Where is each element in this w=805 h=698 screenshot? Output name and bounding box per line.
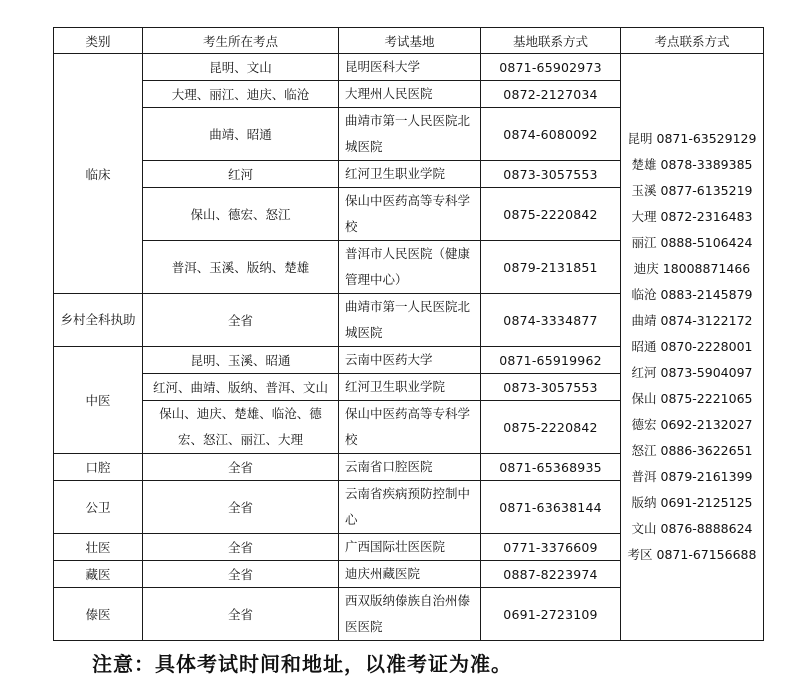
phone-cell: 0873-3057553 xyxy=(481,374,621,401)
phone-cell: 0871-65902973 xyxy=(481,54,621,81)
category-cell: 公卫 xyxy=(54,481,143,534)
region-cell: 红河、曲靖、版纳、普洱、文山 xyxy=(143,374,339,401)
base-cell: 普洱市人民医院（健康管理中心） xyxy=(339,241,481,294)
table-header-row xyxy=(54,28,764,54)
region-cell: 全省 xyxy=(143,561,339,588)
region-cell: 全省 xyxy=(143,588,339,641)
category-cell: 藏医 xyxy=(54,561,143,588)
phone-cell: 0691-2723109 xyxy=(481,588,621,641)
base-cell: 曲靖市第一人民医院北城医院 xyxy=(339,294,481,347)
phone-cell: 0887-8223974 xyxy=(481,561,621,588)
category-cell: 傣医 xyxy=(54,588,143,641)
phone-cell: 0771-3376609 xyxy=(481,534,621,561)
site-contact-line: 普洱 0879-2161399 xyxy=(631,469,753,484)
category-cell: 中医 xyxy=(54,347,143,454)
base-cell: 广西国际壮医医院 xyxy=(339,534,481,561)
phone-cell: 0871-63638144 xyxy=(481,481,621,534)
phone-cell: 0874-3334877 xyxy=(481,294,621,347)
base-cell: 保山中医药高等专科学校 xyxy=(339,188,481,241)
base-cell: 红河卫生职业学院 xyxy=(339,374,481,401)
phone-cell: 0875-2220842 xyxy=(481,401,621,454)
region-cell: 曲靖、昭通 xyxy=(143,108,339,161)
site-contact-line: 楚雄 0878-3389385 xyxy=(631,157,753,172)
phone-cell: 0875-2220842 xyxy=(481,188,621,241)
region-cell: 昆明、文山 xyxy=(143,54,339,81)
site-contact-line: 临沧 0883-2145879 xyxy=(631,287,753,302)
exam-sites-table xyxy=(53,27,764,641)
site-contact-line: 昆明 0871-63529129 xyxy=(627,131,757,146)
header-category: 类别 xyxy=(54,28,143,54)
base-cell: 保山中医药高等专科学校 xyxy=(339,401,481,454)
table-row xyxy=(54,54,764,81)
category-cell: 口腔 xyxy=(54,454,143,481)
header-region: 考生所在考点 xyxy=(143,28,339,54)
site-contact-line: 红河 0873-5904097 xyxy=(631,365,753,380)
site-contact-line: 文山 0876-8888624 xyxy=(631,521,753,536)
region-cell: 保山、迪庆、楚雄、临沧、德宏、怒江、丽江、大理 xyxy=(143,401,339,454)
site-contact-line: 考区 0871-67156688 xyxy=(627,547,757,562)
region-cell: 保山、德宏、怒江 xyxy=(143,188,339,241)
site-contact-line: 迪庆 18008871466 xyxy=(633,261,751,276)
base-cell: 迪庆州藏医院 xyxy=(339,561,481,588)
base-cell: 西双版纳傣族自治州傣医医院 xyxy=(339,588,481,641)
category-cell: 临床 xyxy=(54,54,143,294)
region-cell: 大理、丽江、迪庆、临沧 xyxy=(143,81,339,108)
category-cell: 壮医 xyxy=(54,534,143,561)
header-base-contact: 基地联系方式 xyxy=(481,28,621,54)
site-contact-line: 怒江 0886-3622651 xyxy=(631,443,753,458)
phone-cell: 0871-65919962 xyxy=(481,347,621,374)
base-cell: 云南省口腔医院 xyxy=(339,454,481,481)
region-cell: 全省 xyxy=(143,481,339,534)
site-contacts-list xyxy=(621,126,763,568)
site-contact-line: 玉溪 0877-6135219 xyxy=(631,183,753,198)
region-cell: 全省 xyxy=(143,454,339,481)
base-cell: 红河卫生职业学院 xyxy=(339,161,481,188)
header-site-contact: 考点联系方式 xyxy=(621,28,764,54)
phone-cell: 0873-3057553 xyxy=(481,161,621,188)
header-base: 考试基地 xyxy=(339,28,481,54)
site-contact-line: 曲靖 0874-3122172 xyxy=(631,313,753,328)
site-contact-line: 德宏 0692-2132027 xyxy=(631,417,753,432)
category-cell: 乡村全科执助 xyxy=(54,294,143,347)
site-contact-line: 昭通 0870-2228001 xyxy=(631,339,753,354)
region-cell: 红河 xyxy=(143,161,339,188)
phone-cell: 0874-6080092 xyxy=(481,108,621,161)
phone-cell: 0871-65368935 xyxy=(481,454,621,481)
base-cell: 曲靖市第一人民医院北城医院 xyxy=(339,108,481,161)
base-cell: 昆明医科大学 xyxy=(339,54,481,81)
base-cell: 云南中医药大学 xyxy=(339,347,481,374)
phone-cell: 0879-2131851 xyxy=(481,241,621,294)
footer-note: 注意：具体考试时间和地址，以准考证为准。 xyxy=(92,652,512,676)
site-contacts-cell xyxy=(621,54,764,641)
region-cell: 昆明、玉溪、昭通 xyxy=(143,347,339,374)
base-cell: 大理州人民医院 xyxy=(339,81,481,108)
region-cell: 普洱、玉溪、版纳、楚雄 xyxy=(143,241,339,294)
region-cell: 全省 xyxy=(143,534,339,561)
region-cell: 全省 xyxy=(143,294,339,347)
site-contact-line: 版纳 0691-2125125 xyxy=(631,495,753,510)
site-contact-line: 丽江 0888-5106424 xyxy=(631,235,753,250)
site-contact-line: 大理 0872-2316483 xyxy=(631,209,753,224)
phone-cell: 0872-2127034 xyxy=(481,81,621,108)
base-cell: 云南省疾病预防控制中心 xyxy=(339,481,481,534)
site-contact-line: 保山 0875-2221065 xyxy=(631,391,753,406)
